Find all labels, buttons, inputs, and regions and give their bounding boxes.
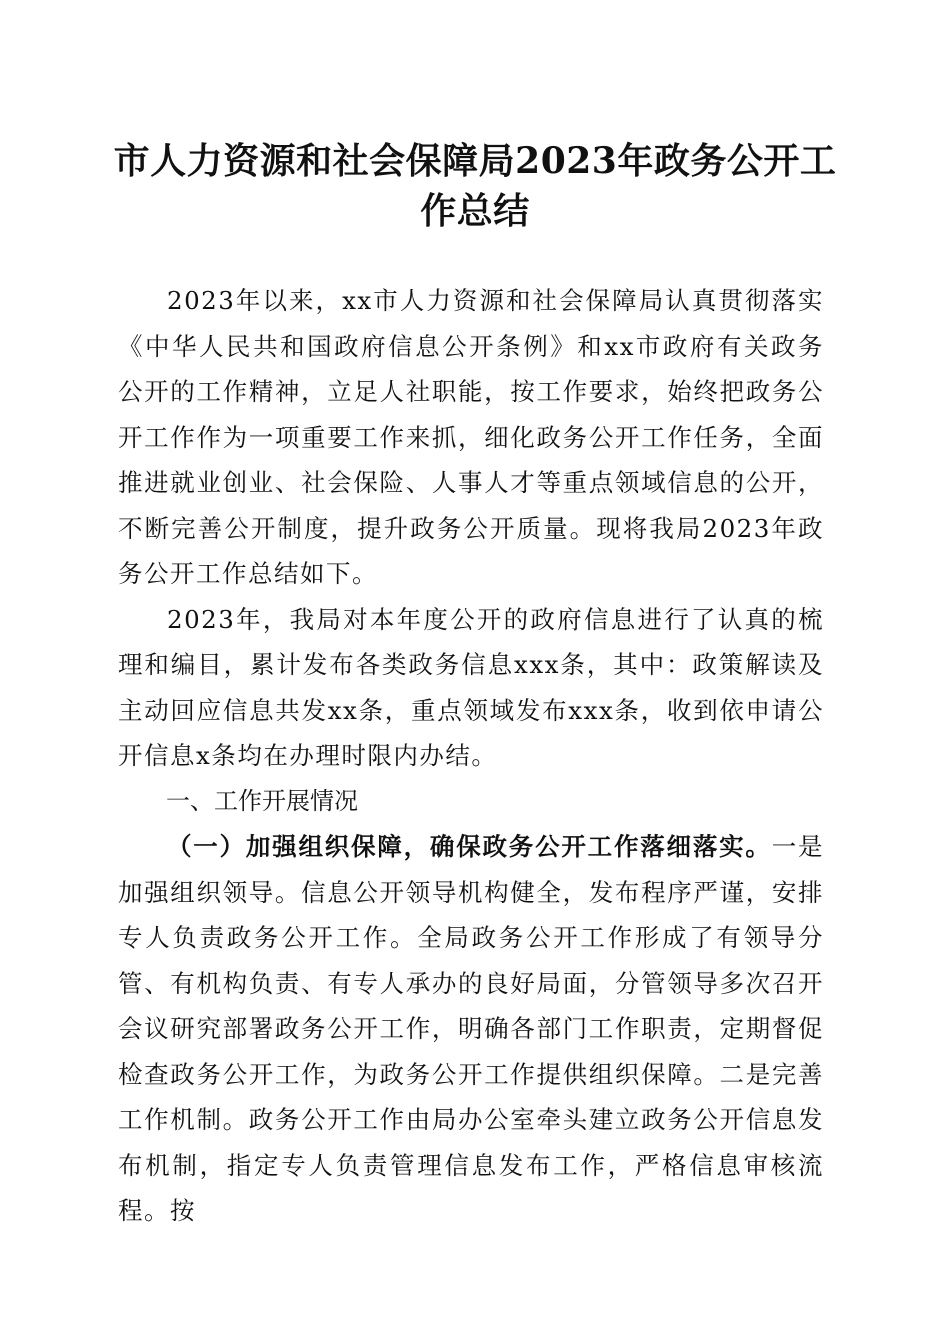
subsection-body: 一是加强组织领导。信息公开领导机构健全，发布程序严谨，安排专人负责政务公开工作。全局政务公开工作形成了有领导分管、有机构负责、有专人承办的良好局面，分管领导多次召开会议研究部署政务公开工作，明确各部门工作职责，定期督促检查政务公开工作，为政务公开工作提供组织保障。二是完善工作机制。政务公开工作由局办公室牵头建立政务公开信息发布机制，指定专人负责管理信息发布工作，严格信息审核流程。按: [118, 832, 825, 1225]
section-heading: 一、工作开展情况: [166, 786, 358, 815]
document-title: 市人力资源和社会保障局2023年政务公开工作总结: [113, 140, 837, 232]
subsection-heading: （一）加强组织保障，确保政务公开工作落细落实。: [167, 832, 772, 861]
document-body: [118, 278, 824, 1234]
summary-paragraph: 2023年，我局对本年度公开的政府信息进行了认真的梳理和编目，累计发布各类政务信息xxx条，其中：政策解读及主动回应信息共发xx条，重点领域发布xxx条，收到依申请公开信息x条均在办理时限内办结。: [118, 604, 824, 770]
intro-paragraph: 2023年以来，xx市人力资源和社会保障局认真贯彻落实《中华人民共和国政府信息公开条例》和xx市政府有关政务公开的工作精神，立足人社职能，按工作要求，始终把政务公开工作作为一项重要工作来抓，细化政务公开工作任务，全面推进就业创业、社会保险、人事人才等重点领域信息的公开，不断完善公开制度，提升政务公开质量。现将我局2023年政务公开工作总结如下。: [118, 286, 824, 588]
subsection-paragraph: [118, 824, 824, 1234]
